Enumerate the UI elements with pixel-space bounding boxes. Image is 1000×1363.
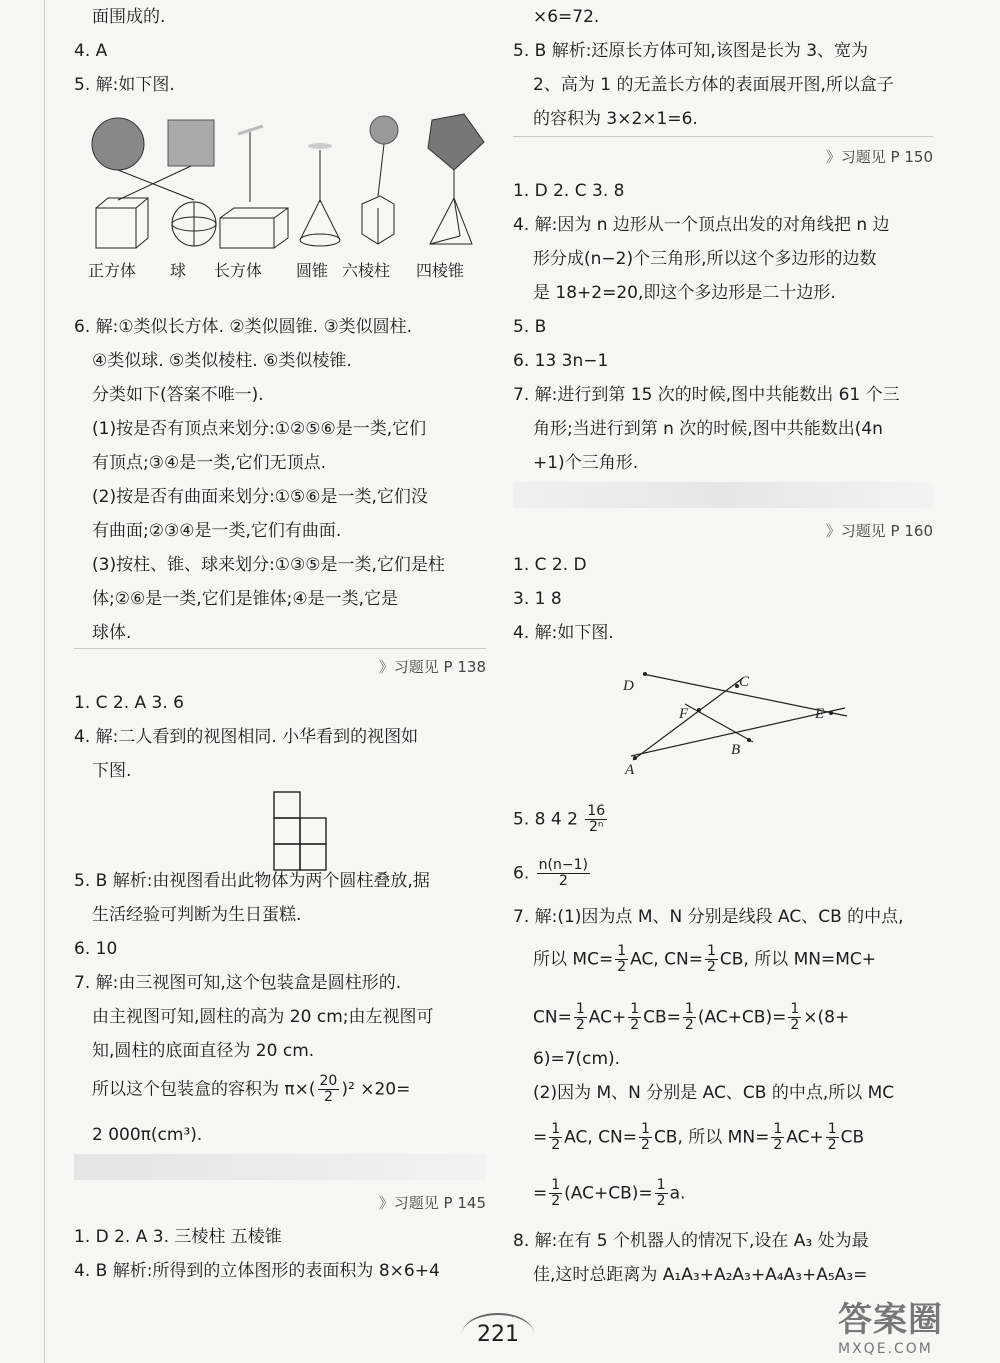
answer-line: 7. 解:(1)因为点 M、N 分别是线段 AC、CB 的中点,	[513, 907, 904, 927]
solids-matching-figure	[88, 112, 488, 282]
line-segments-figure	[613, 656, 853, 776]
answer-line: 4. B 解析:所得到的立体图形的表面积为 8×6+4	[74, 1261, 440, 1281]
formula-text: 5. 8 4 2	[513, 809, 578, 830]
answer-line: 2、高为 1 的无盖长方体的表面展开图,所以盒子	[533, 75, 894, 95]
exercise-reference: 》习题见 P 160	[825, 522, 933, 540]
answer-line: ×6=72.	[533, 7, 600, 27]
photo-crystal	[370, 116, 398, 144]
answer-line: 6. 13 3n−1	[513, 351, 609, 371]
answer-line: (3)按柱、锥、球来划分:①③⑤是一类,它们是柱	[92, 555, 445, 575]
answer-line: 生活经验可判断为生日蛋糕.	[92, 905, 302, 925]
exercise-reference: 》习题见 P 145	[378, 1194, 486, 1212]
solid-label: 正方体	[88, 261, 137, 280]
answer-line: 是 18+2=20,即这个多边形是二十边形.	[533, 283, 836, 303]
answer-line: +1)个三角形.	[533, 453, 639, 473]
fraction-half	[628, 1002, 641, 1033]
answer-line: 5. B 解析:由视图看出此物体为两个圆柱叠放,据	[74, 871, 430, 891]
fraction-half	[549, 1178, 562, 1209]
fraction-numerator: 1	[790, 1001, 800, 1017]
exercise-reference: 》习题见 P 138	[378, 658, 486, 676]
answer-line: 6. 解:①类似长方体. ②类似圆锥. ③类似圆柱.	[74, 317, 413, 337]
answer-line: 面围成的.	[92, 7, 166, 27]
answer-line: 有顶点;③④是一类,它们无顶点.	[92, 453, 327, 473]
answer-line: 4. 解:因为 n 边形从一个顶点出发的对角线把 n 边	[513, 215, 890, 235]
hexagonal-prism-drawing	[362, 196, 394, 244]
fraction-numerator: 1	[773, 1121, 783, 1137]
answer-line: 4. A	[74, 41, 108, 61]
answer-line: 球体.	[92, 623, 132, 643]
fraction-half	[615, 944, 628, 975]
answer-line: 下图.	[92, 761, 132, 781]
fraction-numerator: 1	[641, 1121, 650, 1137]
formula-text: CB, 所以 MN=MC+	[719, 949, 877, 970]
formula-text: AC, CN=	[630, 949, 703, 970]
answer-line: 4. 解:如下图.	[513, 623, 614, 643]
fraction-numerator: 16	[587, 803, 606, 819]
fraction-denominator: 2	[551, 1137, 561, 1153]
formula-text: =	[533, 1183, 548, 1204]
fraction-denominator: 2	[630, 1017, 640, 1033]
answer-line-formula	[513, 804, 609, 835]
formula-text: AC+	[786, 1127, 824, 1148]
fraction-numerator: 1	[575, 1001, 585, 1017]
answer-line: 有曲面;②③④是一类,它们有曲面.	[92, 521, 342, 541]
point-label: F	[679, 706, 689, 722]
answer-line-formula	[533, 1002, 849, 1033]
solid-label: 六棱柱	[342, 261, 391, 280]
formula-text: 所以这个包装盒的容积为 π×(	[92, 1079, 316, 1100]
answer-line: 体;②⑥是一类,它们是锥体;④是一类,它是	[92, 589, 398, 609]
answer-line: 分类如下(答案不唯一).	[92, 385, 264, 405]
answer-line: (1)按是否有顶点来划分:①②⑤⑥是一类,它们	[92, 419, 427, 439]
watermark-url: MXQE.COM	[838, 1341, 933, 1357]
photo-gift-box	[168, 120, 214, 166]
formula-text: CN=	[533, 1007, 572, 1028]
answer-line: 的容积为 3×2×1=6.	[533, 109, 698, 129]
section-divider	[74, 648, 486, 649]
answer-line: 4. 解:二人看到的视图相同. 小华看到的视图如	[74, 727, 419, 747]
formula-text: )² ×20=	[341, 1079, 411, 1100]
point-label: E	[815, 706, 825, 722]
fraction-half	[639, 1122, 652, 1153]
fraction-half	[705, 944, 718, 975]
cone-drawing	[300, 200, 340, 246]
answer-line-formula	[533, 1122, 864, 1153]
match-line	[378, 144, 384, 196]
formula-text: CB=	[643, 1007, 681, 1028]
formula-text: CB	[840, 1127, 865, 1148]
answer-line: 形分成(n−2)个三角形,所以这个多边形的边数	[533, 249, 877, 269]
fraction-numerator: 1	[617, 943, 627, 959]
fraction-denominator: 2	[706, 959, 716, 975]
answer-line: (2)按是否有曲面来划分:①⑤⑥是一类,它们没	[92, 487, 428, 507]
answer-line-formula	[92, 1074, 410, 1105]
fraction-half	[574, 1002, 587, 1033]
formula-text: 6.	[513, 863, 530, 884]
answer-line: 7. 解:进行到第 15 次的时候,图中共能数出 61 个三	[513, 385, 900, 405]
point-label: D	[623, 678, 634, 694]
fraction-denominator: 2ⁿ	[588, 819, 604, 835]
fraction-half	[771, 1122, 784, 1153]
fraction-numerator: 1	[706, 943, 716, 959]
fraction-denominator: 2	[617, 959, 627, 975]
fraction-denominator: 2	[684, 1017, 694, 1033]
fraction-denominator: 2	[773, 1137, 783, 1153]
answer-line: 1. C 2. D	[513, 555, 587, 575]
fraction-numerator: 1	[684, 1001, 694, 1017]
formula-text: AC, CN=	[564, 1127, 638, 1148]
answer-line-formula	[533, 1178, 685, 1209]
formula-text: a.	[669, 1183, 686, 1204]
match-line	[118, 170, 194, 200]
fraction-denominator: 2	[323, 1089, 333, 1105]
answer-line: 7. 解:由三视图可知,这个包装盒是圆柱形的.	[74, 973, 402, 993]
fraction-numerator: 20	[319, 1073, 338, 1089]
fraction-numerator: n(n−1)	[538, 857, 588, 873]
fraction-half	[549, 1122, 562, 1153]
formula-text: AC+	[588, 1007, 627, 1028]
fraction-numerator: 1	[551, 1121, 561, 1137]
answer-line-formula	[513, 858, 592, 889]
cube-drawing	[96, 198, 148, 248]
fraction-denominator: 2	[575, 1017, 585, 1033]
photo-pyramid-box	[428, 114, 484, 170]
formula-text: =	[533, 1127, 548, 1148]
answer-line: 3. 1 8	[513, 589, 562, 609]
fraction	[318, 1074, 340, 1105]
solid-label: 球	[170, 261, 187, 280]
answer-line: 5. B 解析:还原长方体可知,该图是长为 3、宽为	[513, 41, 869, 61]
answer-line: 2 000π(cm³).	[92, 1125, 203, 1145]
square-pyramid-drawing	[430, 198, 472, 244]
point-label: A	[625, 762, 635, 776]
answer-line: (2)因为 M、N 分别是 AC、CB 的中点,所以 MC	[533, 1083, 895, 1103]
fraction-half	[826, 1122, 839, 1153]
answer-line: 6)=7(cm).	[533, 1049, 621, 1069]
answer-line: 知,圆柱的底面直径为 20 cm.	[92, 1041, 315, 1061]
fraction-half	[788, 1002, 801, 1033]
answer-line: 5. 解:如下图.	[74, 75, 175, 95]
watermark-logo-text: 答案圈	[838, 1300, 943, 1340]
section-banner	[74, 1154, 486, 1180]
fraction-denominator: 2	[827, 1137, 837, 1153]
fraction	[585, 804, 607, 835]
fraction-half	[655, 1178, 668, 1209]
page-number: 221	[477, 1322, 519, 1347]
answer-line: 8. 解:在有 5 个机器人的情况下,设在 A₃ 处为最	[513, 1231, 869, 1251]
formula-text: (AC+CB)=	[697, 1007, 787, 1028]
photo-football	[92, 118, 144, 170]
section-banner	[513, 482, 933, 508]
fraction-numerator: 1	[551, 1177, 561, 1193]
formula-text: (AC+CB)=	[564, 1183, 653, 1204]
answer-line: ④类似球. ⑤类似棱柱. ⑥类似棱锥.	[92, 351, 352, 371]
formula-text: 所以 MC=	[533, 949, 614, 970]
solid-label: 长方体	[214, 261, 263, 280]
answer-line: 6. 10	[74, 939, 118, 959]
answer-line: 由主视图可知,圆柱的高为 20 cm;由左视图可	[92, 1007, 434, 1027]
answer-line: 1. D 2. C 3. 8	[513, 181, 625, 201]
answer-line: 1. D 2. A 3. 三棱柱 五棱锥	[74, 1227, 282, 1247]
photo-bulb	[308, 143, 332, 149]
exercise-reference: 》习题见 P 150	[825, 148, 933, 166]
fraction-denominator: 2	[790, 1017, 800, 1033]
watermark	[838, 1300, 988, 1360]
answer-line: 1. C 2. A 3. 6	[74, 693, 184, 713]
solid-label: 四棱锥	[416, 261, 465, 280]
fraction-half	[683, 1002, 696, 1033]
formula-text: ×(8+	[803, 1007, 850, 1028]
fraction-numerator: 1	[827, 1121, 837, 1137]
point-label: B	[731, 742, 741, 758]
fraction-denominator: 2	[641, 1137, 650, 1153]
fraction-numerator: 1	[630, 1001, 640, 1017]
answer-line: 角形;当进行到第 n 次的时候,图中共能数出(4n	[533, 419, 883, 439]
answer-line: 5. B	[513, 317, 547, 337]
sphere-drawing	[172, 202, 216, 246]
fraction-denominator: 2	[551, 1193, 561, 1209]
cuboid-drawing	[220, 208, 288, 248]
fraction-denominator: 2	[656, 1193, 666, 1209]
answer-line-formula	[533, 944, 876, 975]
answer-line: 佳,这时总距离为 A₁A₃+A₂A₃+A₄A₃+A₅A₃=	[533, 1265, 868, 1285]
fraction-denominator: 2	[558, 873, 568, 889]
section-divider	[513, 136, 933, 137]
formula-text: CB, 所以 MN=	[653, 1127, 770, 1148]
fraction-numerator: 1	[656, 1177, 666, 1193]
page-gutter-rule	[44, 0, 45, 1363]
solid-label: 圆锥	[296, 261, 329, 280]
point-label: C	[739, 674, 750, 690]
fraction	[537, 858, 590, 889]
